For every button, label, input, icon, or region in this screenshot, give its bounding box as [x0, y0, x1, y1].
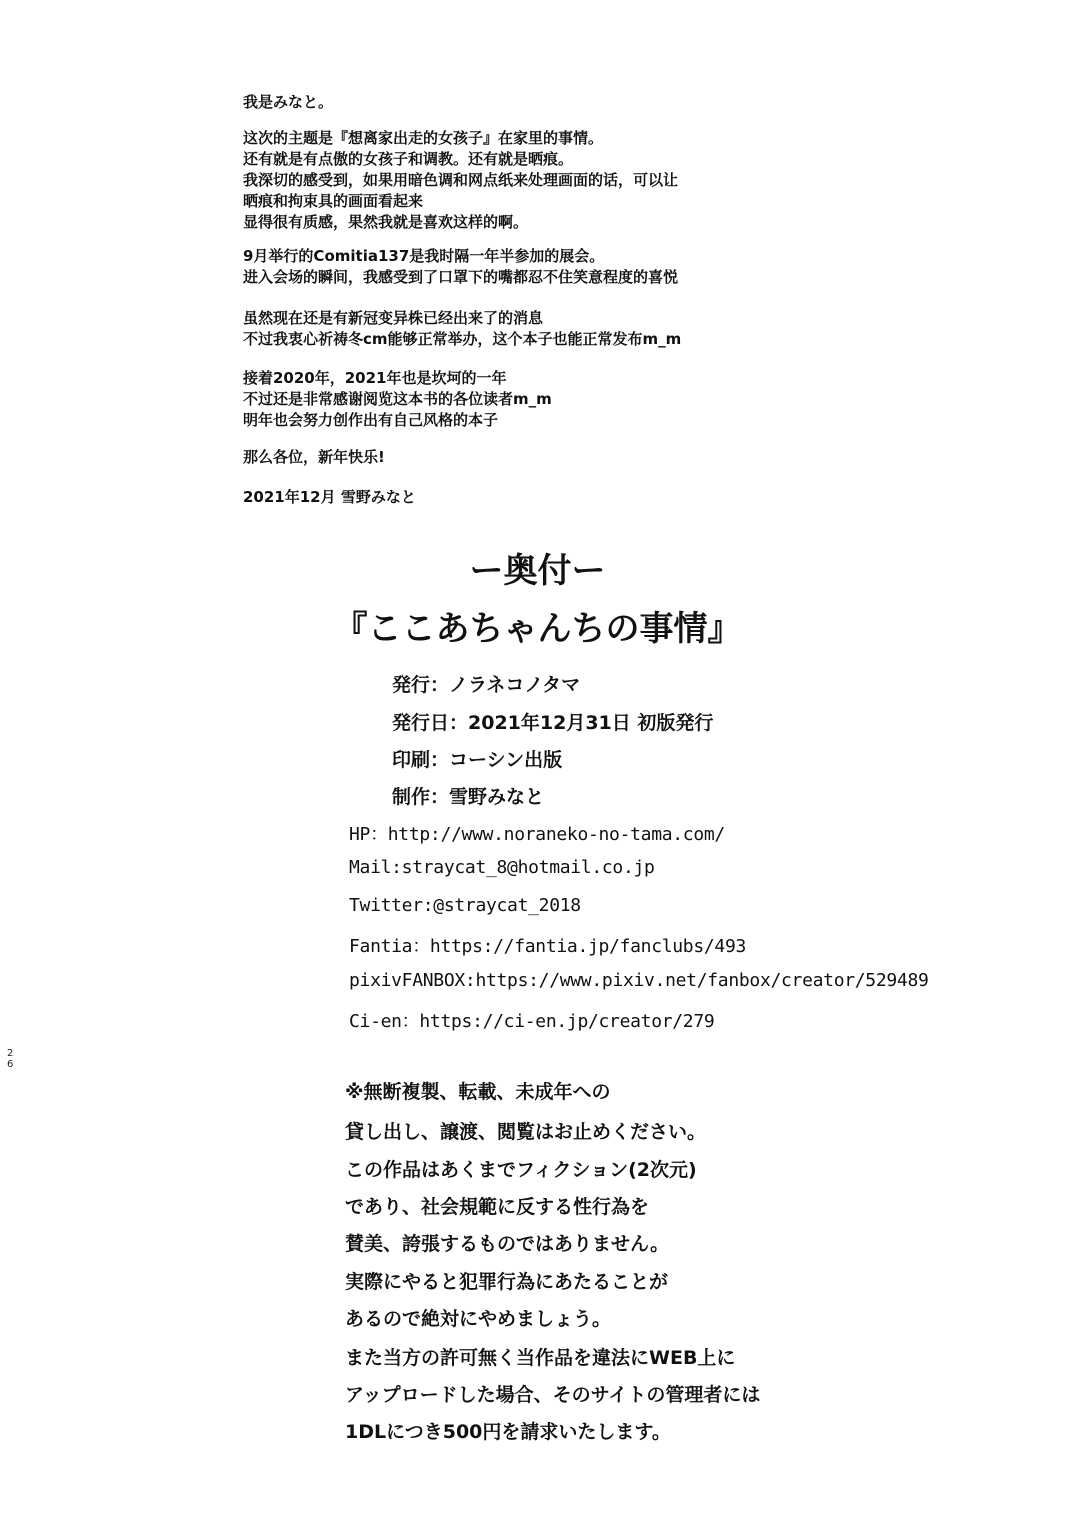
homepage-link: HP：http://www.noraneko-no-tama.com/ — [349, 824, 725, 845]
afterword-line: 晒痕和拘束具的画面看起来 — [243, 192, 424, 210]
mail-link: Mail:straycat_8@hotmail.co.jp — [349, 857, 655, 878]
disclaimer-line: あるので絶対にやめましょう。 — [345, 1308, 612, 1330]
cien-link: Ci-en：https://ci-en.jp/creator/279 — [349, 1011, 715, 1032]
afterword-line: 还有就是有点傲的女孩子和调教。还有就是晒痕。 — [243, 150, 574, 168]
colophon-date: 発行日：2021年12月31日 初版発行 — [392, 712, 714, 734]
disclaimer-line: ※無断複製、転載、未成年への — [345, 1081, 611, 1103]
disclaimer-line: 貸し出し、譲渡、閲覧はお止めください。 — [345, 1121, 707, 1143]
twitter-link: Twitter:@straycat_2018 — [349, 895, 581, 916]
disclaimer-line: 1DLにつき500円を請求いたします。 — [345, 1421, 671, 1443]
afterword-greeting: 我是みなと。 — [243, 93, 334, 111]
afterword-line: 进入会场的瞬间，我感受到了口罩下的嘴都忍不住笑意程度的喜悦 — [243, 268, 679, 286]
disclaimer-line: この作品はあくまでフィクション(2次元) — [345, 1159, 697, 1181]
disclaimer-line: また当方の許可無く当作品を違法にWEB上に — [345, 1347, 736, 1369]
book-title: 『ここあちゃんちの事情』 — [333, 609, 742, 649]
fantia-link: Fantia：https://fantia.jp/fanclubs/493 — [349, 936, 747, 957]
afterword-line: 不过我衷心祈祷冬cm能够正常举办，这个本子也能正常发布m_m — [243, 330, 682, 348]
disclaimer-line: アップロードした場合、そのサイトの管理者には — [345, 1384, 761, 1406]
page-number — [7, 1048, 13, 1070]
colophon-heading: ー奥付ー — [469, 551, 606, 591]
disclaimer-line: 賛美、誇張するものではありません。 — [345, 1233, 670, 1255]
afterword-line: 明年也会努力创作出有自己风格的本子 — [243, 411, 499, 429]
page-number-digit: 2 — [7, 1048, 14, 1059]
fanbox-link: pixivFANBOX:https://www.pixiv.net/fanbox/creator/529489 — [349, 970, 929, 991]
page-number-digit: 6 — [7, 1059, 14, 1070]
colophon-printer: 印刷：コーシン出版 — [392, 749, 563, 771]
colophon-author: 制作：雪野みなと — [392, 786, 545, 808]
afterword-line: 9月举行的Comitia137是我时隔一年半参加的展会。 — [243, 247, 605, 265]
disclaimer-line: 実際にやると犯罪行為にあたることが — [345, 1271, 669, 1293]
colophon-publisher: 発行：ノラネコノタマ — [392, 674, 581, 696]
afterword-line: 不过还是非常感谢阅览这本书的各位读者m_m — [243, 390, 552, 408]
afterword-signature: 2021年12月 雪野みなと — [243, 488, 416, 506]
afterword-line: 接着2020年，2021年也是坎坷的一年 — [243, 369, 507, 387]
disclaimer-line: であり、社会規範に反する性行為を — [345, 1196, 650, 1218]
afterword-line: 我深切的感受到，如果用暗色调和网点纸来处理画面的话，可以让 — [243, 171, 679, 189]
afterword-line: 这次的主题是『想离家出走的女孩子』在家里的事情。 — [243, 129, 604, 147]
afterword-line: 显得很有质感，果然我就是喜欢这样的啊。 — [243, 213, 529, 231]
afterword-line: 虽然现在还是有新冠变异株已经出来了的消息 — [243, 309, 544, 327]
afterword-closing: 那么各位，新年快乐! — [243, 448, 385, 466]
